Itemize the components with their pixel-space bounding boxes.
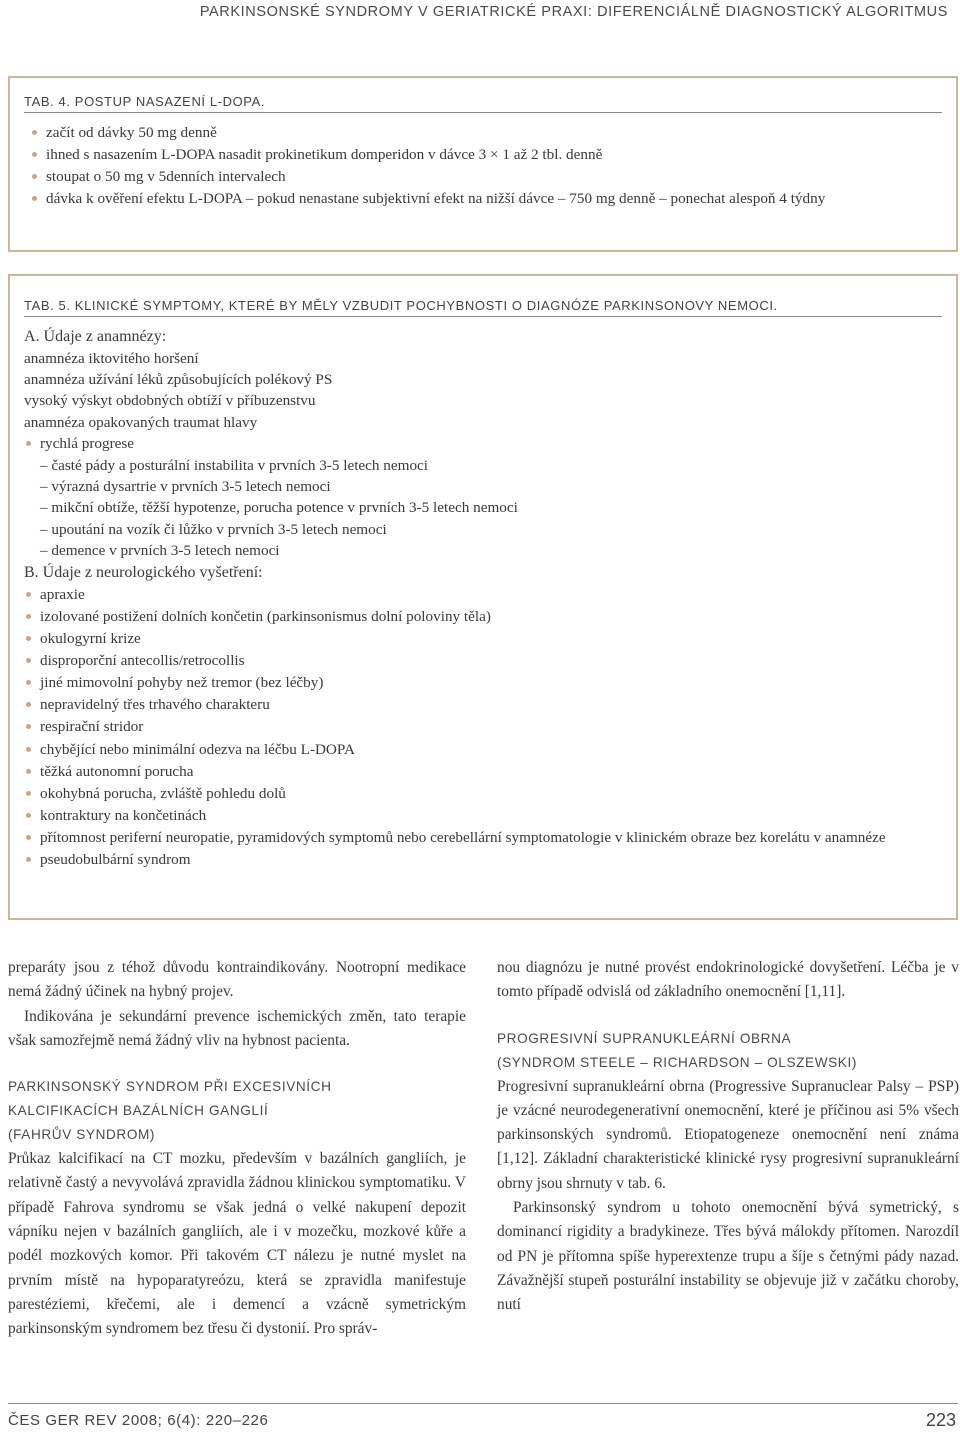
section-a-subitem: – upoutání na vozík či lůžko v prvních 3-5 letech nemoci <box>40 520 387 538</box>
list-item: okohybná porucha, zvláště pohledu dolů <box>24 783 944 805</box>
section-a-line: anamnéza opakovaných traumat hlavy <box>24 413 258 431</box>
section-b-list <box>24 584 944 871</box>
heading-line: PROGRESIVNÍ SUPRANUKLEÁRNÍ OBRNA <box>497 1030 792 1046</box>
footer-journal: ČES GER REV 2008; 6(4): 220–226 <box>8 1412 269 1429</box>
list-item: ihned s nasazením L-DOPA nasadit prokinetikum domperidon v dávce 3 × 1 až 2 tbl. denně <box>30 144 956 166</box>
section-a-subitem: – demence v prvních 3-5 letech nemoci <box>40 541 280 559</box>
paragraph: Progresivní supranukleární obrna (Progressive Supranuclear Palsy – PSP) je vzácné neurodegenerativní onemocnění, které je příčinou asi 5% všech parkinsonských syndromů. Etiopatogeneze onemocnění není známa [1,12]. Základní charakteristické klinické rysy progresivní supranukleární obrny jsou shrnuty v tab. 6. <box>497 1077 959 1192</box>
paragraph: Parkinsonský syndrom u tohoto onemocnění bývá symetrický, s dominancí rigidity a bradykineze. Třes bývá málokdy přítomen. Narozdíl od PN je přítomna spíše hyperextenze trupu a šíje s četnými pády nazad. Závažnější stupeň posturální instability se objevuje již v začátku choroby, nutí <box>497 1199 959 1314</box>
left-column <box>8 956 466 1342</box>
table-4-list <box>30 122 956 210</box>
list-item: kontraktury na končetinách <box>24 805 944 827</box>
list-item: začít od dávky 50 mg denně <box>30 122 956 144</box>
heading-line: KALCIFIKACÍCH BAZÁLNÍCH GANGLIÍ <box>8 1103 269 1119</box>
table-5-content <box>24 326 956 871</box>
section-a-subitem: – mikční obtíže, těžší hypotenze, porucha potence v prvních 3-5 letech nemoci <box>40 499 518 517</box>
section-a-line: anamnéza užívání léků způsobujících polékový PS <box>24 371 333 389</box>
section-a-line: vysoký výskyt obdobných obtíží v příbuzenstvu <box>24 392 316 410</box>
heading-line: PARKINSONSKÝ SYNDROM PŘI EXCESIVNÍCH <box>8 1079 332 1095</box>
paragraph: nou diagnózu je nutné provést endokrinologické dovyšetření. Léčba je v tomto případě odvislá od základního onemocnění [1,11]. <box>497 959 959 1001</box>
list-item: pseudobulbární syndrom <box>24 849 944 871</box>
list-item: těžká autonomní porucha <box>24 761 944 783</box>
list-item: chybějící nebo minimální odezva na léčbu L-DOPA <box>24 739 944 761</box>
right-column <box>497 956 959 1318</box>
list-item: izolované postižení dolních končetin (parkinsonismus dolní poloviny těla) <box>24 606 944 628</box>
table-5-title: TAB. 5. KLINICKÉ SYMPTOMY, KTERÉ BY MĚLY VZBUDIT POCHYBNOSTI O DIAGNÓZE PARKINSONOVY NEMOCI. <box>24 298 942 317</box>
section-a-bullet-list <box>24 433 956 455</box>
heading-line: (FAHRŮV SYNDROM) <box>8 1127 156 1143</box>
table-5-box <box>8 274 958 920</box>
table-4-title: TAB. 4. POSTUP NASAZENÍ L-DOPA. <box>24 94 942 113</box>
section-a-heading: A. Údaje z anamnézy: <box>24 328 167 345</box>
list-item: disproporční antecollis/retrocollis <box>24 650 944 672</box>
list-item: nepravidelný třes trhavého charakteru <box>24 694 944 716</box>
list-item: apraxie <box>24 584 944 606</box>
section-a-line: anamnéza iktovitého horšení <box>24 350 199 367</box>
list-item: přítomnost periferní neuropatie, pyramidových symptomů nebo cerebellární symptomatologie v klinickém obraze bez korelátu v anamnéze <box>24 827 944 849</box>
page-number: 223 <box>925 1410 956 1430</box>
paragraph: Průkaz kalcifikací na CT mozku, především v bazálních gangliích, je relativně častý a nevyvolává zpravidla žádnou klinickou symptomatiku. V případě Fahrova syndromu se však jedná o velké nakupení depozit vápníku nejen v bazálních gangliích, ale i v mozečku, mozkové kůře a podél mozkových komor. Při takovém CT nálezu je nutné myslet na prvním místě na hypoparatyreózu, která se zpravidla manifestuje parestéziemi, křečemi, ale i demencí a vzácně symetrickým parkinsonským syndromem bez třesu či dystonií. Pro správ- <box>8 1150 466 1338</box>
list-item: okulogyrní krize <box>24 628 944 650</box>
section-heading-psp <box>497 1027 959 1075</box>
section-b-heading: B. Údaje z neurologického vyšetření: <box>24 563 263 581</box>
footer-divider <box>8 1403 958 1404</box>
heading-line: (SYNDROM STEELE – RICHARDSON – OLSZEWSKI) <box>497 1054 857 1070</box>
list-item: rychlá progrese <box>24 433 956 455</box>
section-a-subitem: – časté pády a posturální instabilita v prvních 3-5 letech nemoci <box>40 456 429 474</box>
list-item: stoupat o 50 mg v 5denních intervalech <box>30 166 956 188</box>
paragraph: preparáty jsou z téhož důvodu kontraindikovány. Nootropní medikace nemá žádný účinek na hybný projev. <box>8 959 466 1001</box>
section-a-subitem: – výrazná dysartrie v prvních 3-5 letech nemoci <box>40 478 331 496</box>
list-item: dávka k ověření efektu L-DOPA – pokud nenastane subjektivní efekt na nižší dávce – 750 mg denně – ponechat alespoň 4 týdny <box>30 188 956 210</box>
paragraph: Indikována je sekundární prevence ischemických změn, tato terapie však samozřejmě nemá žádný vliv na hybnost pacienta. <box>8 1007 466 1049</box>
list-item: jiné mimovolní pohyby než tremor (bez léčby) <box>24 672 944 694</box>
table-4-box <box>8 76 958 252</box>
running-header: PARKINSONSKÉ SYNDROMY V GERIATRICKÉ PRAXI: DIFERENCIÁLNĚ DIAGNOSTICKÝ ALGORITMUS <box>199 4 948 20</box>
section-heading-fahr <box>8 1075 466 1147</box>
list-item: respirační stridor <box>24 716 944 738</box>
